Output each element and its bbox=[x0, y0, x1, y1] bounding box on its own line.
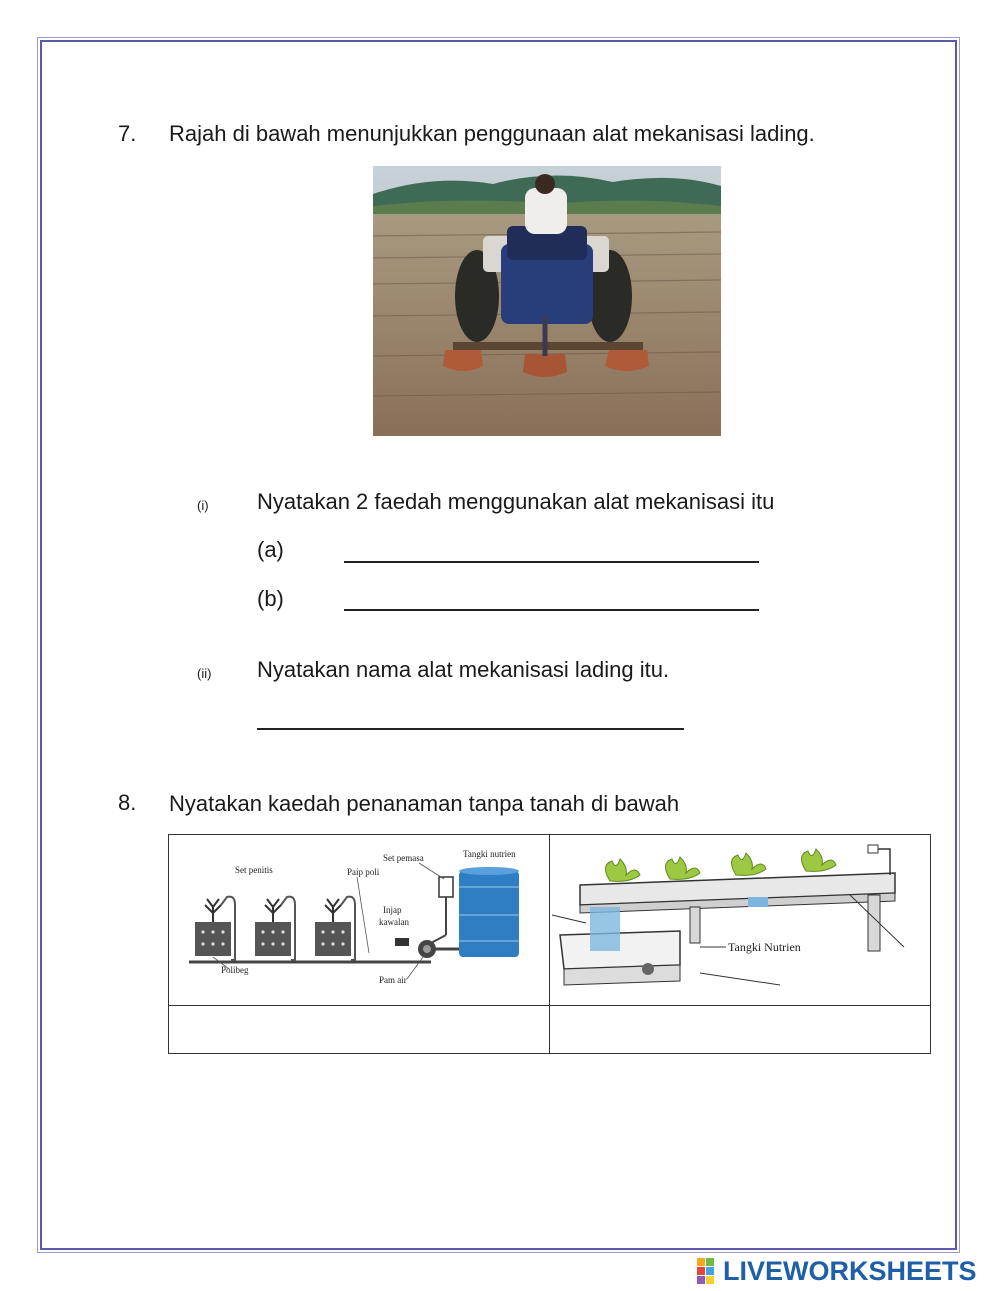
q8-answer-cell-1[interactable] bbox=[169, 1006, 550, 1054]
q8-answer-cell-2[interactable] bbox=[550, 1006, 931, 1054]
q7-sub-ii-label: (ii) bbox=[197, 666, 212, 681]
q7-answer-b-line[interactable] bbox=[344, 609, 759, 611]
label-pam-air: Pam air bbox=[379, 975, 407, 985]
tractor-photo bbox=[373, 166, 721, 436]
q8-number: 8. bbox=[118, 790, 137, 815]
label-set-penitis: Set penitis bbox=[235, 865, 273, 875]
q7-answer-ii-line[interactable] bbox=[257, 728, 684, 730]
logo-text: LIVEWORKSHEETS bbox=[723, 1255, 977, 1286]
label-tangki-nutrien-nft: Tangki Nutrien bbox=[728, 940, 801, 954]
label-polibeg: Polibeg bbox=[221, 965, 249, 975]
q7-sub-ii-text: Nyatakan nama alat mekanisasi lading itu. bbox=[257, 657, 670, 682]
q7-a-label: (a) bbox=[257, 537, 284, 562]
q8-table bbox=[168, 834, 931, 1054]
nft-hydroponic-diagram bbox=[550, 835, 931, 1006]
q7-b-label: (b) bbox=[257, 586, 284, 611]
label-kawalan: kawalan bbox=[379, 917, 409, 927]
liveworksheets-logo bbox=[697, 1254, 977, 1288]
label-paip-poli: Paip poli bbox=[347, 867, 380, 877]
q8-text: Nyatakan kaedah penanaman tanpa tanah di bawah bbox=[169, 791, 680, 816]
drip-irrigation-diagram bbox=[169, 835, 550, 1006]
q7-text: Rajah di bawah menunjukkan penggunaan alat mekanisasi lading. bbox=[169, 121, 815, 146]
label-tangki-nutrien: Tangki nutrien bbox=[463, 849, 516, 859]
label-set-pemasa: Set pemasa bbox=[383, 853, 424, 863]
q8-answer-input-2[interactable] bbox=[550, 1006, 930, 1053]
q7-sub-i-text: Nyatakan 2 faedah menggunakan alat mekanisasi itu bbox=[257, 489, 775, 514]
label-injap: Injap bbox=[383, 905, 402, 915]
q7-number: 7. bbox=[118, 121, 137, 146]
logo-blocks-icon bbox=[697, 1258, 723, 1284]
q8-answer-input-1[interactable] bbox=[169, 1006, 549, 1053]
q7-answer-a-line[interactable] bbox=[344, 561, 759, 563]
q7-sub-i-label: (i) bbox=[197, 498, 209, 513]
